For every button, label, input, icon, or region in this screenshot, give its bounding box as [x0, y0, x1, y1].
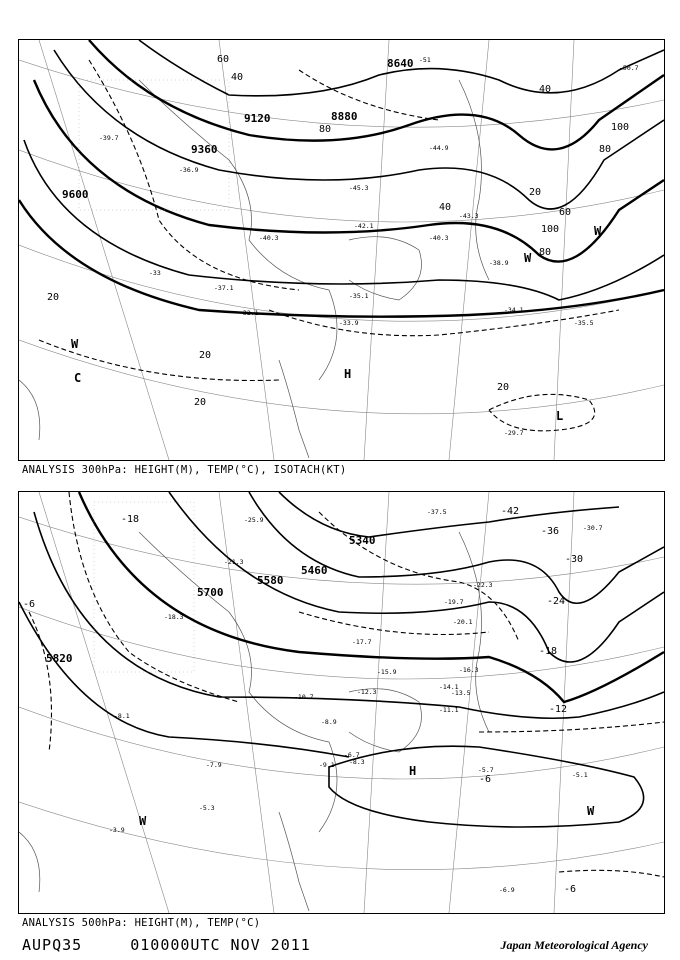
station-obs-value: -40.3: [259, 234, 279, 242]
isotach-label: 80: [319, 124, 332, 135]
panel-300-caption: ANALYSIS 300hPa: HEIGHT(M), TEMP(°C), ISOTACH(KT): [22, 464, 347, 476]
pressure-center-mark: H: [409, 764, 417, 778]
height-contours: [19, 492, 664, 827]
map-500hpa-canvas: [19, 492, 664, 913]
station-obs-value: -14.1: [439, 683, 459, 691]
station-obs-value: -8.3: [349, 758, 365, 766]
isotach-label: 40: [539, 84, 552, 95]
height-label: 9600: [62, 188, 89, 201]
temperature-label: -30: [565, 554, 584, 565]
temperature-label: -24: [547, 596, 566, 607]
temperature-label: -12: [549, 704, 568, 715]
isotach-label: 40: [439, 202, 452, 213]
station-obs-500: [109, 508, 603, 894]
station-obs-value: -12.3: [357, 688, 377, 696]
station-obs-value: -20.1: [453, 618, 473, 626]
station-obs-value: -6.7: [344, 751, 360, 759]
station-obs-value: -43.3: [459, 212, 479, 220]
station-obs-value: -22.3: [473, 581, 493, 589]
station-obs-value: -25.9: [244, 516, 264, 524]
station-obs-value: -5.7: [478, 766, 494, 774]
map-panel-300hpa: [18, 39, 665, 461]
isotach-label: 80: [539, 247, 552, 258]
station-obs-value: -5.3: [199, 804, 215, 812]
station-obs-value: -33.9: [339, 319, 359, 327]
station-obs-value: -21.3: [224, 558, 244, 566]
isotach-label: 60: [217, 54, 230, 65]
agency-credit: Japan Meteorological Agency: [500, 938, 648, 952]
temperature-label: -42: [501, 506, 520, 517]
height-label: 5580: [257, 574, 284, 587]
station-obs-value: -50.7: [619, 64, 639, 72]
height-label: 9120: [244, 112, 271, 125]
station-obs-value: -16.3: [459, 666, 479, 674]
height-label: 9360: [191, 143, 218, 156]
temperature-label: -6: [23, 599, 36, 610]
chart-identifier: [22, 936, 311, 954]
isotach-label: 40: [231, 72, 244, 83]
pressure-center-mark: W: [71, 337, 79, 351]
pressure-center-mark: W: [524, 251, 532, 265]
isotach-label: 20: [47, 292, 60, 303]
height-label: 5700: [197, 586, 224, 599]
height-label: 8640: [387, 57, 414, 70]
station-obs-value: -39.7: [99, 134, 119, 142]
isotach-label: 20: [194, 397, 207, 408]
temperature-label: -6: [564, 884, 577, 895]
pressure-center-mark: W: [594, 224, 602, 238]
station-obs-value: -34.1: [504, 306, 524, 314]
lat-lon-grid: [19, 40, 664, 460]
isotach-label: 100: [541, 224, 560, 235]
station-obs-value: -33: [149, 269, 161, 277]
station-obs-value: -30.7: [583, 524, 603, 532]
height-label: 5820: [46, 652, 73, 665]
valid-time: 010000UTC NOV 2011: [130, 936, 311, 954]
station-obs-value: -8.1: [114, 712, 130, 720]
contour-labels-300: [47, 54, 629, 423]
station-obs-value: -8.9: [321, 718, 337, 726]
station-obs-value: -38.9: [489, 259, 509, 267]
station-obs-value: -15.9: [377, 668, 397, 676]
isotach-label: 60: [559, 207, 572, 218]
station-obs-value: -29.7: [504, 429, 524, 437]
station-obs-value: -18.3: [164, 613, 184, 621]
coastlines: [19, 532, 492, 911]
station-obs-value: -13.5: [451, 689, 471, 697]
temperature-label: -6: [479, 774, 492, 785]
temperature-label: -36: [541, 526, 560, 537]
station-obs-value: -40.3: [429, 234, 449, 242]
pressure-center-mark: W: [139, 814, 147, 828]
station-obs-value: -35.1: [349, 292, 369, 300]
isotach-label: 80: [599, 144, 612, 155]
map-panel-500hpa: [18, 491, 665, 914]
isotach-label: 20: [199, 350, 212, 361]
station-obs-value: -44.9: [429, 144, 449, 152]
isotach-label: 100: [611, 122, 630, 133]
station-obs-value: -7.9: [206, 761, 222, 769]
map-300hpa-canvas: [19, 40, 664, 460]
panel-500-caption: ANALYSIS 500hPa: HEIGHT(M), TEMP(°C): [22, 917, 261, 929]
station-obs-value: -19.7: [444, 598, 464, 606]
chart-id-code: AUPQ35: [22, 936, 83, 954]
station-obs-value: -35.5: [574, 319, 594, 327]
height-label: 5340: [349, 534, 376, 547]
station-obs-value: -11.1: [439, 706, 459, 714]
isotach-label: 20: [529, 187, 542, 198]
height-label: 8880: [331, 110, 358, 123]
isotach-label: 20: [497, 382, 510, 393]
station-obs-value: -5.1: [572, 771, 588, 779]
station-obs-value: -37.5: [427, 508, 447, 516]
isotachs: [39, 60, 619, 431]
station-obs-value: -51: [419, 56, 431, 64]
pressure-center-mark: L: [556, 409, 564, 423]
station-obs-value: -42.1: [354, 222, 374, 230]
height-label: 5460: [301, 564, 328, 577]
station-obs-value: -6.9: [499, 886, 515, 894]
station-obs-value: -3.9: [109, 826, 125, 834]
station-obs-value: -37.1: [214, 284, 234, 292]
station-obs-value: -45.3: [349, 184, 369, 192]
station-obs-value: -10.7: [294, 693, 314, 701]
temperature-label: -18: [539, 646, 558, 657]
isotherms: [29, 492, 664, 877]
station-obs-value: -9.1: [319, 761, 335, 769]
temperature-label: -18: [121, 514, 140, 525]
station-obs-value: -17.7: [352, 638, 372, 646]
pressure-center-mark: H: [344, 367, 352, 381]
station-obs-value: -32.1: [239, 309, 259, 317]
pressure-center-mark: C: [74, 371, 82, 385]
pressure-center-mark: W: [587, 804, 595, 818]
station-obs-value: -36.9: [179, 166, 199, 174]
